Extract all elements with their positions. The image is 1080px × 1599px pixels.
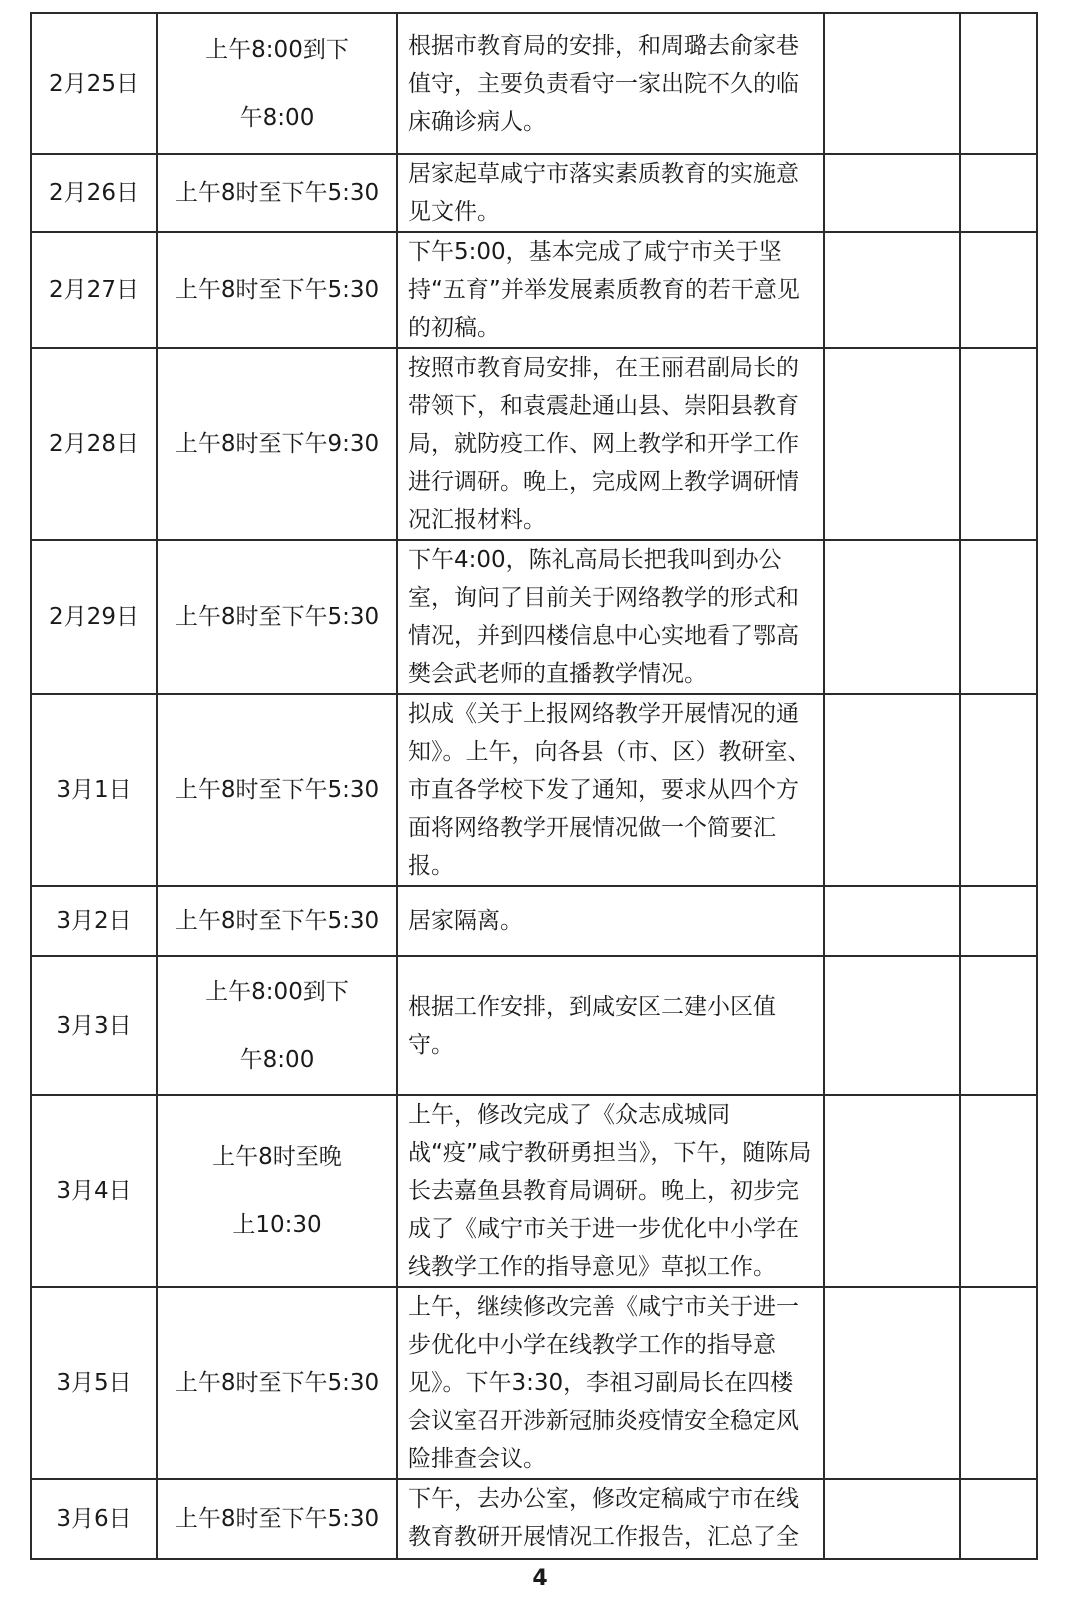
date-cell: 2月25日 — [31, 13, 157, 154]
blank-cell — [824, 13, 960, 154]
blank-cell — [824, 540, 960, 694]
blank-cell — [824, 1479, 960, 1559]
table-row — [31, 694, 1037, 886]
date-cell: 2月26日 — [31, 154, 157, 232]
blank-cell — [960, 956, 1037, 1095]
time-cell: 上午8:00到下午8:00 — [157, 956, 397, 1095]
blank-cell — [960, 154, 1037, 232]
work-log-table — [30, 12, 1038, 1560]
date-cell: 3月5日 — [31, 1287, 157, 1479]
table-row — [31, 886, 1037, 956]
blank-cell — [960, 1095, 1037, 1287]
description-cell: 根据市教育局的安排，和周璐去俞家巷值守，主要负责看守一家出院不久的临床确诊病人。 — [397, 13, 824, 154]
time-cell: 上午8时至下午5:30 — [157, 886, 397, 956]
date-cell: 2月29日 — [31, 540, 157, 694]
blank-cell — [960, 694, 1037, 886]
time-cell: 上午8:00到下午8:00 — [157, 13, 397, 154]
table-row — [31, 1287, 1037, 1479]
blank-cell — [960, 1287, 1037, 1479]
date-cell: 3月1日 — [31, 694, 157, 886]
date-cell: 3月2日 — [31, 886, 157, 956]
blank-cell — [960, 540, 1037, 694]
time-cell: 上午8时至下午5:30 — [157, 1479, 397, 1559]
table-row — [31, 1095, 1037, 1287]
table-row — [31, 232, 1037, 348]
time-cell: 上午8时至下午5:30 — [157, 1287, 397, 1479]
description-cell: 下午5:00，基本完成了咸宁市关于坚持“五育”并举发展素质教育的若干意见的初稿。 — [397, 232, 824, 348]
description-cell: 下午4:00，陈礼高局长把我叫到办公室，询问了目前关于网络教学的形式和情况，并到四楼信息中心实地看了鄂高樊会武老师的直播教学情况。 — [397, 540, 824, 694]
description-cell: 上午，继续修改完善《咸宁市关于进一步优化中小学在线教学工作的指导意见》。下午3:30，李祖习副局长在四楼会议室召开涉新冠肺炎疫情安全稳定风险排查会议。 — [397, 1287, 824, 1479]
blank-cell — [824, 1095, 960, 1287]
blank-cell — [960, 232, 1037, 348]
blank-cell — [824, 348, 960, 540]
time-cell: 上午8时至下午5:30 — [157, 694, 397, 886]
description-cell: 按照市教育局安排，在王丽君副局长的带领下，和袁震赴通山县、崇阳县教育局，就防疫工作、网上教学和开学工作进行调研。晚上，完成网上教学调研情况汇报材料。 — [397, 348, 824, 540]
description-cell: 拟成《关于上报网络教学开展情况的通知》。上午，向各县（市、区）教研室、市直各学校下发了通知，要求从四个方面将网络教学开展情况做一个简要汇报。 — [397, 694, 824, 886]
date-cell: 2月27日 — [31, 232, 157, 348]
date-cell: 3月3日 — [31, 956, 157, 1095]
description-cell: 根据工作安排，到咸安区二建小区值守。 — [397, 956, 824, 1095]
blank-cell — [960, 13, 1037, 154]
time-cell: 上午8时至下午5:30 — [157, 232, 397, 348]
time-cell: 上午8时至下午9:30 — [157, 348, 397, 540]
blank-cell — [824, 232, 960, 348]
blank-cell — [824, 694, 960, 886]
blank-cell — [960, 348, 1037, 540]
blank-cell — [960, 1479, 1037, 1559]
date-cell: 3月6日 — [31, 1479, 157, 1559]
description-cell: 下午，去办公室，修改定稿咸宁市在线教育教研开展情况工作报告，汇总了全 — [397, 1479, 824, 1559]
blank-cell — [824, 1287, 960, 1479]
table-row — [31, 348, 1037, 540]
date-cell: 2月28日 — [31, 348, 157, 540]
description-cell: 居家起草咸宁市落实素质教育的实施意见文件。 — [397, 154, 824, 232]
table-row — [31, 1479, 1037, 1559]
blank-cell — [960, 886, 1037, 956]
time-cell: 上午8时至晚上10:30 — [157, 1095, 397, 1287]
table-row — [31, 13, 1037, 154]
blank-cell — [824, 154, 960, 232]
time-cell: 上午8时至下午5:30 — [157, 154, 397, 232]
table-row — [31, 154, 1037, 232]
blank-cell — [824, 956, 960, 1095]
description-cell: 居家隔离。 — [397, 886, 824, 956]
description-cell: 上午，修改完成了《众志成城同战“疫”咸宁教研勇担当》，下午，随陈局长去嘉鱼县教育局调研。晚上，初步完成了《咸宁市关于进一步优化中小学在线教学工作的指导意见》草拟工作。 — [397, 1095, 824, 1287]
table-row — [31, 540, 1037, 694]
time-cell: 上午8时至下午5:30 — [157, 540, 397, 694]
blank-cell — [824, 886, 960, 956]
date-cell: 3月4日 — [31, 1095, 157, 1287]
table-row — [31, 956, 1037, 1095]
page-number: 4 — [532, 1566, 548, 1591]
